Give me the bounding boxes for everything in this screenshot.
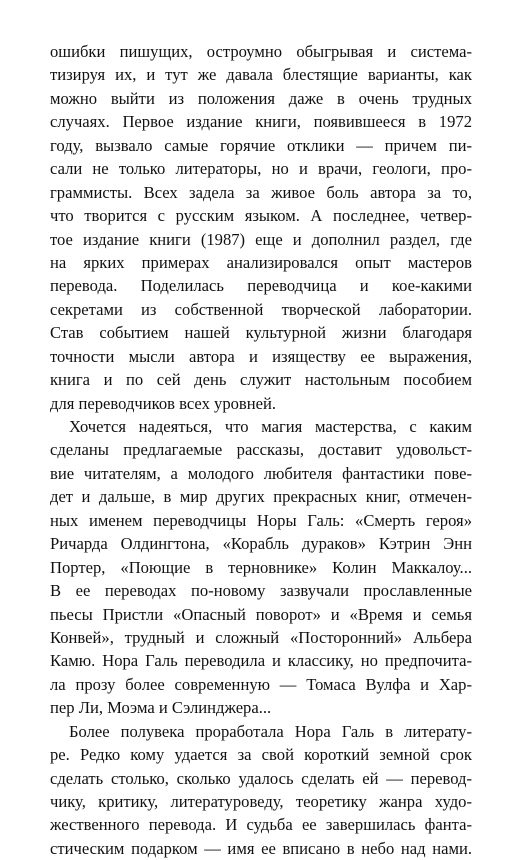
text-line: жественного перевода. И судьба ее завершилась фанта- <box>50 815 472 835</box>
document-page <box>50 40 472 860</box>
text-line: году, вызвало самые горячие отклики — причем пи- <box>50 135 472 155</box>
text-line: вие читателям, а молодого любителя фантастики пове- <box>50 463 472 483</box>
text-line: перевода. Поделилась переводчица и кое-какими <box>50 276 472 296</box>
text-line: стическим подарком — имя ее вписано в небо над нами. <box>50 838 472 858</box>
text-line: В ее переводах по-новому зазвучали прославленные <box>50 581 472 601</box>
text-line: тизируя их, и тут же давала блестящие варианты, как <box>50 65 472 85</box>
text-line: Хочется надеяться, что магия мастерства, с каким <box>69 417 472 436</box>
text-line: секретами из собственной творческой лаборатории. <box>50 299 472 319</box>
text-line: на ярких примерах анализировался опыт мастеров <box>50 252 472 272</box>
paragraph-1 <box>50 40 472 415</box>
text-line: пер Ли, Моэма и Сэлинджера... <box>50 698 272 718</box>
text-line: можно выйти из положения даже в очень трудных <box>50 88 472 108</box>
text-line: Более полувека проработала Нора Галь в литерату- <box>69 721 472 741</box>
text-line: ных именем переводчицы Норы Галь: «Смерть героя» <box>50 510 472 530</box>
text-line: ошибки пишущих, остроумно обыгрывая и система- <box>50 42 472 61</box>
paragraph-2 <box>50 415 472 720</box>
text-line: Став событием нашей культурной жизни благодаря <box>50 323 472 343</box>
text-line: дет и дальше, в мир других прекрасных книг, отмечен- <box>50 487 472 507</box>
paragraph-3 <box>50 720 472 860</box>
text-line: ре. Редко кому удается за свой короткий земной срок <box>50 745 472 765</box>
text-line: сделаны предлагаемые рассказы, доставит удовольст- <box>50 440 472 460</box>
text-line: сали не только литераторы, но и врачи, геологи, про- <box>50 159 472 179</box>
text-line: Портер, «Поющие в терновнике» Колин Маккалоу... <box>50 557 472 577</box>
text-line: точности мысли автора и изяществу ее выражения, <box>50 346 472 366</box>
text-line: пьесы Пристли «Опасный поворот» и «Время и семья <box>50 604 472 624</box>
text-line: тое издание книги (1987) еще и дополнил раздел, где <box>50 229 472 249</box>
text-line: Конвей», трудный и сложный «Посторонний» Альбера <box>50 627 472 647</box>
text-line: книга и по сей день служит настольным пособием <box>50 370 472 390</box>
text-line: ла прозу более современную — Томаса Вулфа и Хар- <box>50 674 472 694</box>
text-line: Камю. Нора Галь переводила и классику, но предпочита- <box>50 651 472 671</box>
text-line: для переводчиков всех уровней. <box>50 393 277 413</box>
text-line: граммисты. Всех задела за живое боль автора за то, <box>50 182 472 202</box>
text-line: сделать столько, сколько удалось сделать ей — перевод- <box>50 768 472 788</box>
text-line: чику, критику, литературоведу, теоретику жанра худо- <box>50 792 472 811</box>
text-line: что творится с русским языком. А последнее, четвер- <box>50 206 472 226</box>
text-line: случаях. Первое издание книги, появившееся в 1972 <box>50 112 472 132</box>
text-line: Ричарда Олдингтона, «Корабль дураков» Кэтрин Энн <box>50 534 472 554</box>
